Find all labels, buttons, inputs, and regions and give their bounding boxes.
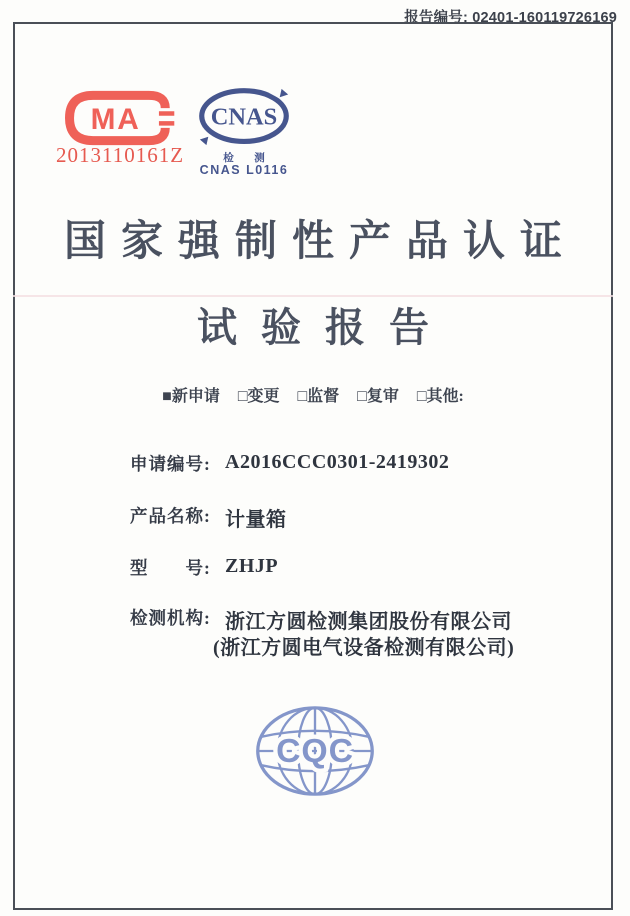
- cma-logo-letters: MA: [90, 102, 141, 136]
- option-other: □其他:: [416, 388, 464, 405]
- cnas-logo-letters: CNAS: [210, 103, 278, 131]
- product-name-value: 计量箱: [225, 509, 287, 531]
- application-no-label: 申请编号:: [130, 454, 211, 474]
- test-organization-label: 检测机构:: [130, 608, 211, 628]
- report-number-value: 02401-160119726169: [472, 10, 617, 26]
- model-label: 型 号:: [130, 558, 211, 578]
- option-supervision: □监督: [297, 388, 340, 405]
- report-number-label: 报告编号:: [404, 10, 469, 26]
- document-title-line2: 试验报告: [197, 305, 453, 350]
- product-name-label: 产品名称:: [130, 506, 211, 526]
- document-title-line1: 国家强制性产品认证: [63, 219, 577, 265]
- cma-accreditation-code: 2013110161Z: [55, 143, 185, 167]
- application-no-value: A2016CCC0301-2419302: [225, 451, 450, 473]
- cnas-logo-icon: [196, 86, 292, 148]
- option-new-application-checked: ■新申请: [162, 388, 220, 405]
- cqc-logo-letters: CQC: [276, 732, 354, 771]
- test-organization-value: 浙江方圆检测集团股份有限公司: [225, 611, 512, 633]
- option-review: □复审: [357, 388, 399, 405]
- cqc-logo-icon: [254, 702, 376, 800]
- cnas-category-label: 检 测: [223, 153, 274, 164]
- cnas-accreditation-number: CNAS L0116: [199, 163, 289, 177]
- application-type-row: [13, 383, 613, 406]
- test-organization-value-line2: (浙江方圆电气设备检测有限公司): [213, 637, 515, 659]
- option-change: □变更: [237, 388, 280, 405]
- model-value: ZHJP: [225, 555, 279, 577]
- cma-logo-icon: [62, 90, 180, 146]
